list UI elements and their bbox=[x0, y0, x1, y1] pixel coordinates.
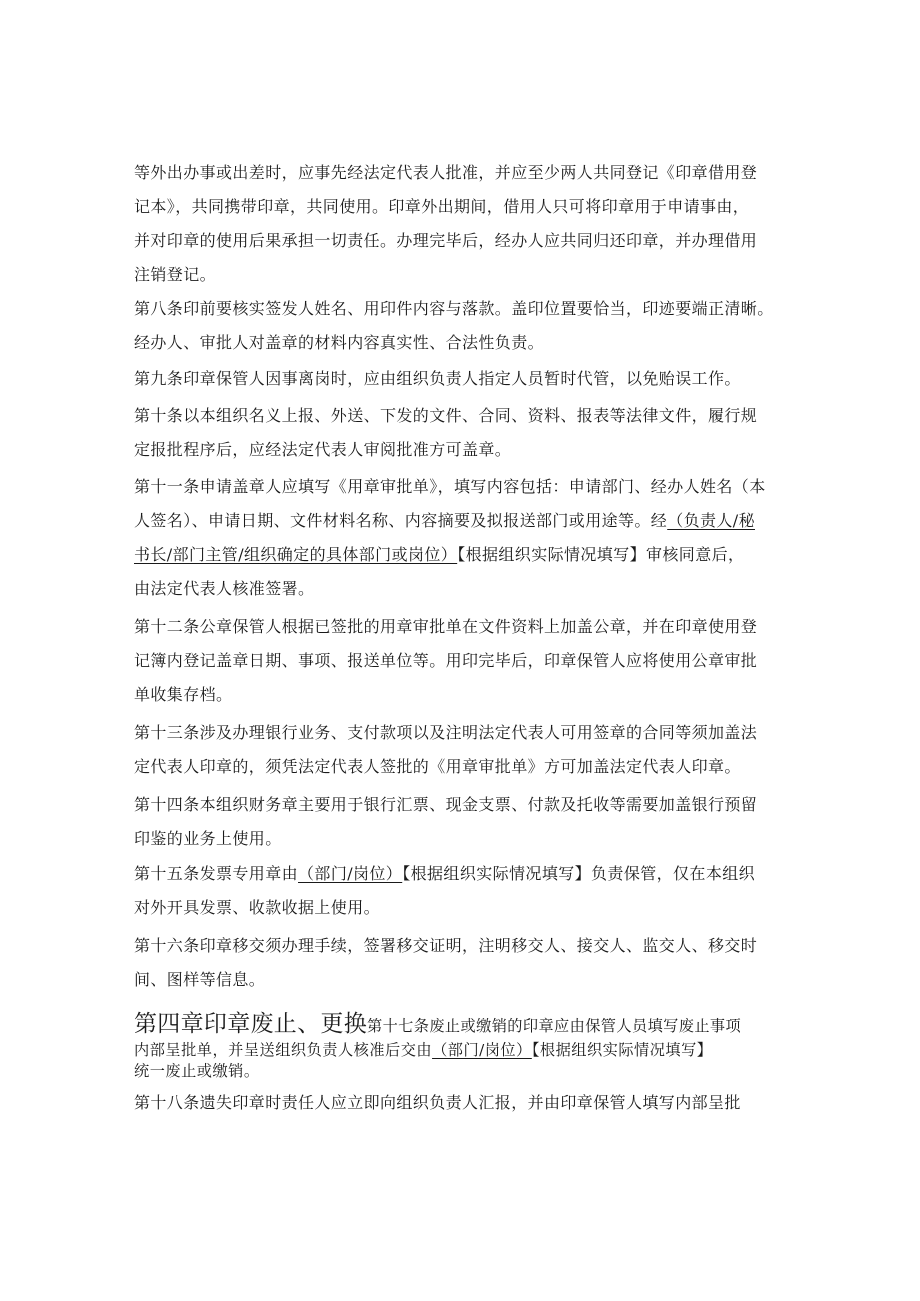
paragraph-line: 定代表人印章的，须凭法定代表人签批的《用章审批单》方可加盖法定代表人印章。 bbox=[134, 757, 741, 776]
paragraph-line: 统一废止或缴销。 bbox=[134, 1062, 260, 1080]
article-12: 第十二条公章保管人根据已签批的用章审批单在文件资料上加盖公章，并在印章使用登 bbox=[134, 617, 758, 636]
paragraph-line: 经办人、审批人对盖章的材料内容真实性、合法性负责。 bbox=[134, 333, 545, 352]
paragraph-line: 定报批程序后，应经法定代表人审阅批准方可盖章。 bbox=[134, 440, 512, 459]
article-10: 第十条以本组织名义上报、外送、下发的文件、合同、资料、报表等法律文件，履行规 bbox=[134, 406, 758, 425]
paragraph-line: 并对印章的使用后果承担一切责任。办理完毕后，经办人应共同归还印章，并办理借用 bbox=[134, 231, 758, 250]
article-11: 第十一条申请盖章人应填写《用章审批单》，填写内容包括：申请部门、经办人姓名（本 bbox=[134, 477, 766, 496]
article-9: 第九条印章保管人因事离岗时，应由组织负责人指定人员暂时代管，以免贻误工作。 bbox=[134, 369, 741, 388]
paragraph-line: 记簿内登记盖章日期、事项、报送单位等。用印完毕后，印章保管人应将使用公章审批 bbox=[134, 651, 758, 670]
article-14: 第十四条本组织财务章主要用于银行汇票、现金支票、付款及托收等需要加盖银行预留 bbox=[134, 795, 758, 814]
article-17-start: 第十七条废止或缴销的印章应由保管人员填写废止事项 bbox=[367, 1017, 742, 1035]
article-15 bbox=[134, 864, 755, 884]
article-13: 第十三条涉及办理银行业务、支付款项以及注明法定代表人可用签章的合同等须加盖法 bbox=[134, 723, 758, 742]
paragraph-line: 间、图样等信息。 bbox=[134, 970, 266, 989]
fill-in-blank: 书长/部门主管/组织确定的具体部门或岗位） bbox=[134, 545, 458, 564]
paragraph-line: 对外开具发票、收款收据上使用。 bbox=[134, 898, 381, 917]
paragraph-line bbox=[134, 1040, 712, 1060]
line-text: 【根据组织实际情况填写】审核同意后， bbox=[457, 545, 745, 564]
paragraph-line bbox=[134, 511, 755, 531]
article-18: 第十八条遗失印章时责任人应立即向组织负责人汇报，并由印章保管人填写内部呈批 bbox=[134, 1093, 741, 1112]
article-8: 第八条印前要核实签发人姓名、用印件内容与落款。盖印位置要恰当，印迹要端正清晰。 bbox=[134, 299, 774, 318]
paragraph-line: 单收集存档。 bbox=[134, 685, 233, 704]
chapter-4-line bbox=[134, 1010, 741, 1040]
line-text: 内部呈批单，并呈送组织负责人核准后交由 bbox=[134, 1041, 433, 1059]
paragraph-line: 印鉴的业务上使用。 bbox=[134, 829, 282, 848]
fill-in-blank: （部门/岗位） bbox=[298, 864, 403, 883]
paragraph-line: 记本》，共同携带印章，共同使用。印章外出期间，借用人只可将印章用于申请事由， bbox=[134, 197, 750, 216]
fill-in-blank: （负责人/秘 bbox=[667, 511, 755, 530]
paragraph-line bbox=[134, 545, 744, 565]
line-text: 人签名）、申请日期、文件材料名称、内容摘要及拟报送部门或用途等。经 bbox=[134, 511, 668, 530]
paragraph-line: 注销登记。 bbox=[134, 265, 217, 284]
chapter-heading: 第四章印章废止、更换 bbox=[134, 1011, 367, 1037]
paragraph-line: 由法定代表人核准签署。 bbox=[134, 579, 315, 598]
article-16: 第十六条印章移交须办理手续，签署移交证明，注明移交人、接交人、监交人、移交时 bbox=[134, 936, 758, 955]
paragraph-line: 等外出办事或出差时，应事先经法定代表人批准，并应至少两人共同登记《印章借用登 bbox=[134, 163, 758, 182]
line-text: 【根据组织实际情况填写】 bbox=[531, 1041, 713, 1059]
fill-in-blank: （部门/岗位） bbox=[432, 1041, 532, 1059]
line-text: 第十五条发票专用章由 bbox=[134, 864, 299, 883]
line-text: 【根据组织实际情况填写】负责保管，仅在本组织 bbox=[402, 864, 756, 883]
